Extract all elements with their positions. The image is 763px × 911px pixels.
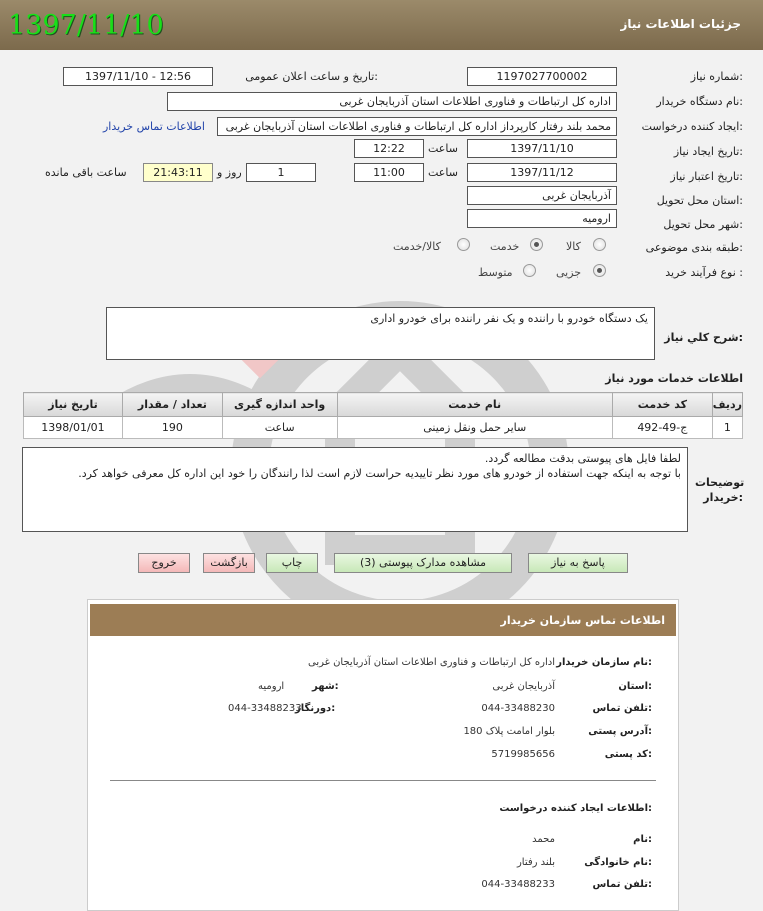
category-goods-radio[interactable] (593, 238, 606, 251)
col-qty: تعداد / مقدار (122, 393, 222, 417)
contact-divider (110, 780, 656, 781)
announce-field: 1397/11/10 - 12:56 (63, 67, 213, 86)
buyer-org-field: اداره کل ارتباطات و فناوری اطلاعات استان آذربایجان غربی (167, 92, 617, 111)
buyer-org-label: نام دستگاه خریدار: (656, 95, 743, 108)
col-name: نام خدمت (337, 393, 612, 417)
contact-org-label: نام سازمان خریدار: (556, 657, 652, 668)
process-label: نوع فرآیند خرید : (665, 266, 743, 279)
col-date: تاریخ نیاز (24, 393, 123, 417)
contact-province-value: آذربایجان غربی (492, 681, 555, 692)
process-minor-radio[interactable] (593, 264, 606, 277)
need-number-label: شماره نیاز: (690, 70, 743, 83)
contact-postal-value: 5719985656 (491, 749, 555, 760)
create-time-label: ساعت (428, 142, 458, 155)
remaining-days-field: 1 (246, 163, 316, 182)
category-goods-service-label: کالا/خدمت (393, 240, 441, 253)
creator-phone-label: تلفن تماس: (592, 879, 652, 890)
validity-date-field: 1397/11/12 (467, 163, 617, 182)
validity-time-label: ساعت (428, 166, 458, 179)
services-header-row (24, 393, 743, 417)
contact-city-label: شهر: (312, 681, 339, 692)
table-row (24, 417, 743, 439)
creator-family-value: بلند رفتار (516, 857, 555, 868)
remaining-time-field: 21:43:11 (143, 163, 213, 182)
cell-date: 1398/01/01 (24, 417, 123, 439)
requester-field: محمد بلند رفتار کارپرداز اداره کل ارتباطات و فناوری اطلاعات استان آذربایجان غربی (217, 117, 617, 136)
need-number-field: 1197027700002 (467, 67, 617, 86)
category-service-radio[interactable] (530, 238, 543, 251)
col-row: ردیف (712, 393, 742, 417)
creator-name-label: نام: (633, 834, 652, 845)
summary-label: شرح کلي نياز: (664, 331, 743, 344)
creator-name-value: محمد (532, 834, 555, 845)
requester-label: ایجاد کننده درخواست: (641, 120, 743, 133)
contact-fax-label: دورنگار: (295, 703, 336, 714)
contact-org-value: اداره کل ارتباطات و فناوری اطلاعات استان آذربایجان غربی (308, 657, 555, 668)
province-field: آذربایجان غربی (467, 186, 617, 205)
print-button[interactable]: چاپ (266, 553, 318, 573)
process-minor-label: جزیی (556, 266, 582, 279)
creator-phone-value: 044-33488233 (481, 879, 555, 890)
category-service-label: خدمت (490, 240, 520, 253)
cell-qty: 190 (122, 417, 222, 439)
attachments-button[interactable]: مشاهده مدارک پیوستی (3) (334, 553, 512, 573)
page-title: جزئیات اطلاعات نیاز (620, 17, 741, 31)
contact-title: اطلاعات تماس سازمان خریدار (500, 614, 665, 627)
col-code: کد خدمت (612, 393, 712, 417)
contact-phone-value: 044-33488230 (481, 703, 555, 714)
contact-city-value: ارومیه (258, 681, 285, 692)
cell-name: سایر حمل ونقل زمینی (337, 417, 612, 439)
category-goods-label: کالا (566, 240, 581, 253)
validity-time-field: 11:00 (354, 163, 424, 182)
contact-address-value: بلوار امامت پلاک 180 (463, 726, 555, 737)
contact-address-label: آدرس پستی: (588, 726, 652, 737)
summary-text: یک دستگاه خودرو با راننده و یک نفر راننده برای خودرو اداری (370, 312, 648, 325)
validity-label: تاریخ اعتبار نیاز: (670, 170, 743, 183)
process-medium-label: متوسط (478, 266, 513, 279)
notes-text: لطفا فایل های پیوستی بدقت مطالعه گردد. با توجه به اینکه جهت استفاده از خودرو های مورد نظر تاییدیه حراست لازم است لذا رانندگان را خود این اداره کل معرفی خواهد کرد. (78, 452, 681, 480)
category-label: طبقه بندی موضوعی: (645, 241, 743, 254)
services-table (23, 392, 743, 439)
services-title: اطلاعات خدمات مورد نیاز (605, 372, 743, 385)
create-time-field: 12:22 (354, 139, 424, 158)
notes-label: توضیحات خریدار: (695, 476, 745, 504)
summary-textarea (106, 307, 655, 360)
cell-code: ج-49-492 (612, 417, 712, 439)
contact-phone-label: تلفن تماس: (592, 703, 652, 714)
creator-title: اطلاعات ایجاد کننده درخواست: (499, 803, 652, 814)
header-date: 1397/11/10 (8, 10, 164, 41)
exit-button[interactable]: خروج (138, 553, 190, 573)
city-label: شهر محل تحویل: (663, 218, 743, 231)
contact-fax-value: 044-33488233 (228, 703, 302, 714)
cell-unit: ساعت (222, 417, 337, 439)
remaining-label: ساعت باقی مانده (45, 166, 127, 179)
contact-postal-label: کد پستی: (604, 749, 652, 760)
col-unit: واحد اندازه گیری (222, 393, 337, 417)
category-goods-service-radio[interactable] (457, 238, 470, 251)
create-date-field: 1397/11/10 (467, 139, 617, 158)
create-date-label: تاریخ ایجاد نیاز: (673, 145, 743, 158)
days-label: روز و (217, 166, 242, 179)
back-button[interactable]: بازگشت (203, 553, 255, 573)
notes-textarea (22, 447, 688, 532)
announce-label: تاریخ و ساعت اعلان عمومی: (245, 70, 378, 83)
contact-province-label: استان: (618, 681, 652, 692)
process-medium-radio[interactable] (523, 264, 536, 277)
reply-button[interactable]: پاسخ به نیاز (528, 553, 628, 573)
city-field: ارومیه (467, 209, 617, 228)
creator-family-label: نام خانوادگی: (584, 857, 652, 868)
province-label: استان محل تحویل: (656, 194, 743, 207)
buyer-contact-link[interactable]: اطلاعات تماس خریدار (103, 120, 205, 133)
cell-row: 1 (712, 417, 742, 439)
